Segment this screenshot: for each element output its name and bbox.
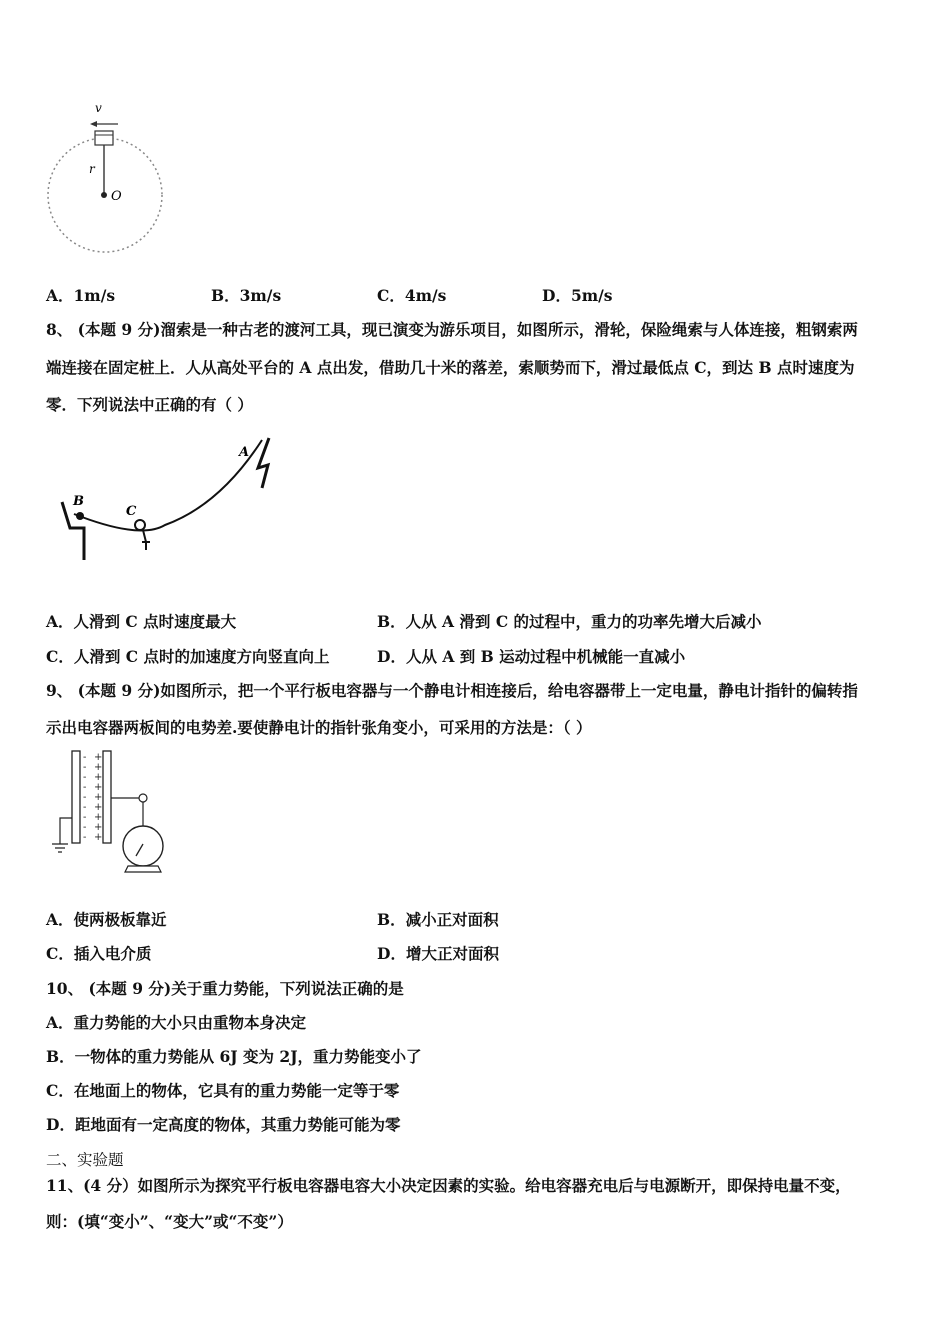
- r-label: r: [89, 162, 95, 176]
- q8-option-a: A．人滑到 C 点时速度最大: [46, 612, 237, 631]
- svg-text:+: +: [94, 772, 103, 783]
- pulley-b: [76, 512, 84, 520]
- left-post: [62, 502, 84, 560]
- svg-text:-: -: [83, 822, 87, 833]
- steel-cable: [74, 440, 262, 530]
- q11-stem-line-1: 11、(4 分）如图所示为探究平行板电容器电容大小决定因素的实验。给电容器充电后与电源断开，即保持电量不变，: [46, 1176, 851, 1195]
- q7-option-a: A．1m/s: [46, 286, 116, 305]
- ground-symbol-icon: [52, 844, 68, 852]
- o-label: O: [111, 189, 122, 204]
- person-rope: [143, 530, 146, 542]
- q10-stem: 10、 (本题 9 分)关于重力势能，下列说法正确的是: [46, 979, 404, 998]
- electrometer-base: [125, 866, 161, 872]
- q7-option-d: D．5m/s: [542, 286, 613, 305]
- q9-stem-line-1: 9、 (本题 9 分)如图所示，把一个平行板电容器与一个静电计相连接后，给电容器带上一定电量，静电计指针的偏转指: [46, 681, 858, 700]
- label-a: A: [239, 445, 250, 460]
- q8-option-c: C．人滑到 C 点时的加速度方向竖直向上: [46, 647, 330, 666]
- svg-text:-: -: [83, 762, 87, 773]
- right-plate: [103, 751, 111, 843]
- label-b: B: [73, 494, 84, 509]
- q8-option-b: B．人从 A 滑到 C 的过程中，重力的功率先增大后减小: [377, 612, 762, 631]
- q9-option-d: D．增大正对面积: [377, 944, 499, 963]
- q9-option-b: B．减小正对面积: [377, 910, 499, 929]
- svg-text:+: +: [94, 752, 103, 763]
- svg-text:-: -: [83, 792, 87, 803]
- q8-stem-line-2: 端连接在固定桩上．人从高处平台的 A 点出发，借助几十米的落差，索顺势而下，滑过最低点 C，到达 B 点时速度为: [46, 358, 855, 377]
- q11-stem-line-2: 则：(填“变小”、“变大”或“不变”）: [46, 1212, 293, 1231]
- q10-option-a: A．重力势能的大小只由重物本身决定: [46, 1013, 307, 1032]
- svg-text:-: -: [83, 782, 87, 793]
- electrometer-knob: [139, 794, 147, 802]
- q10-option-d: D．距地面有一定高度的物体，其重力势能可能为零: [46, 1115, 401, 1134]
- electrometer-case: [123, 826, 163, 866]
- q8-option-d: D．人从 A 到 B 运动过程中机械能一直减小: [377, 647, 686, 666]
- person-figure: [142, 542, 150, 550]
- q10-option-c: C．在地面上的物体，它具有的重力势能一定等于零: [46, 1081, 400, 1100]
- svg-text:+: +: [94, 802, 103, 813]
- svg-text:-: -: [83, 812, 87, 823]
- charge-signs: [83, 752, 102, 843]
- q9-option-a: A．使两极板靠近: [46, 910, 167, 929]
- svg-text:-: -: [83, 832, 87, 843]
- q8-zipline-figure: [40, 430, 280, 580]
- svg-text:-: -: [83, 802, 87, 813]
- q9-option-c: C．插入电介质: [46, 944, 152, 963]
- q7-option-c: C．4m/s: [377, 286, 447, 305]
- svg-text:+: +: [94, 812, 103, 823]
- svg-text:+: +: [94, 832, 103, 843]
- q8-stem-line-3: 零．下列说法中正确的有（ ）: [46, 395, 253, 414]
- ground-wire: [60, 818, 72, 844]
- svg-text:+: +: [94, 782, 103, 793]
- q10-option-b: B．一物体的重力势能从 6J 变为 2J，重力势能变小了: [46, 1047, 422, 1066]
- ball-holder: [95, 131, 113, 145]
- label-c: C: [126, 504, 137, 519]
- section-title: 二、实验题: [46, 1151, 124, 1169]
- svg-text:-: -: [83, 752, 87, 763]
- right-post: [258, 438, 269, 488]
- q7-option-b: B．3m/s: [211, 286, 282, 305]
- svg-text:+: +: [94, 822, 103, 833]
- pulley-c: [135, 520, 145, 530]
- svg-text:+: +: [94, 762, 103, 773]
- left-plate: [72, 751, 80, 843]
- q9-capacitor-electrometer-figure: [44, 748, 214, 878]
- q8-stem-line-1: 8、 (本题 9 分)溜索是一种古老的渡河工具，现已演变为游乐项目，如图所示，滑轮，保险绳索与人体连接，粗钢索两: [46, 320, 858, 339]
- q9-stem-line-2: 示出电容器两板间的电势差.要使静电计的指针张角变小，可采用的方法是：（ ）: [46, 718, 592, 737]
- svg-text:-: -: [83, 772, 87, 783]
- arrow-head-icon: [90, 121, 97, 127]
- q7-circular-motion-figure: [40, 95, 170, 265]
- svg-text:+: +: [94, 792, 103, 803]
- center-point: [101, 192, 107, 198]
- v-label: v: [95, 101, 102, 115]
